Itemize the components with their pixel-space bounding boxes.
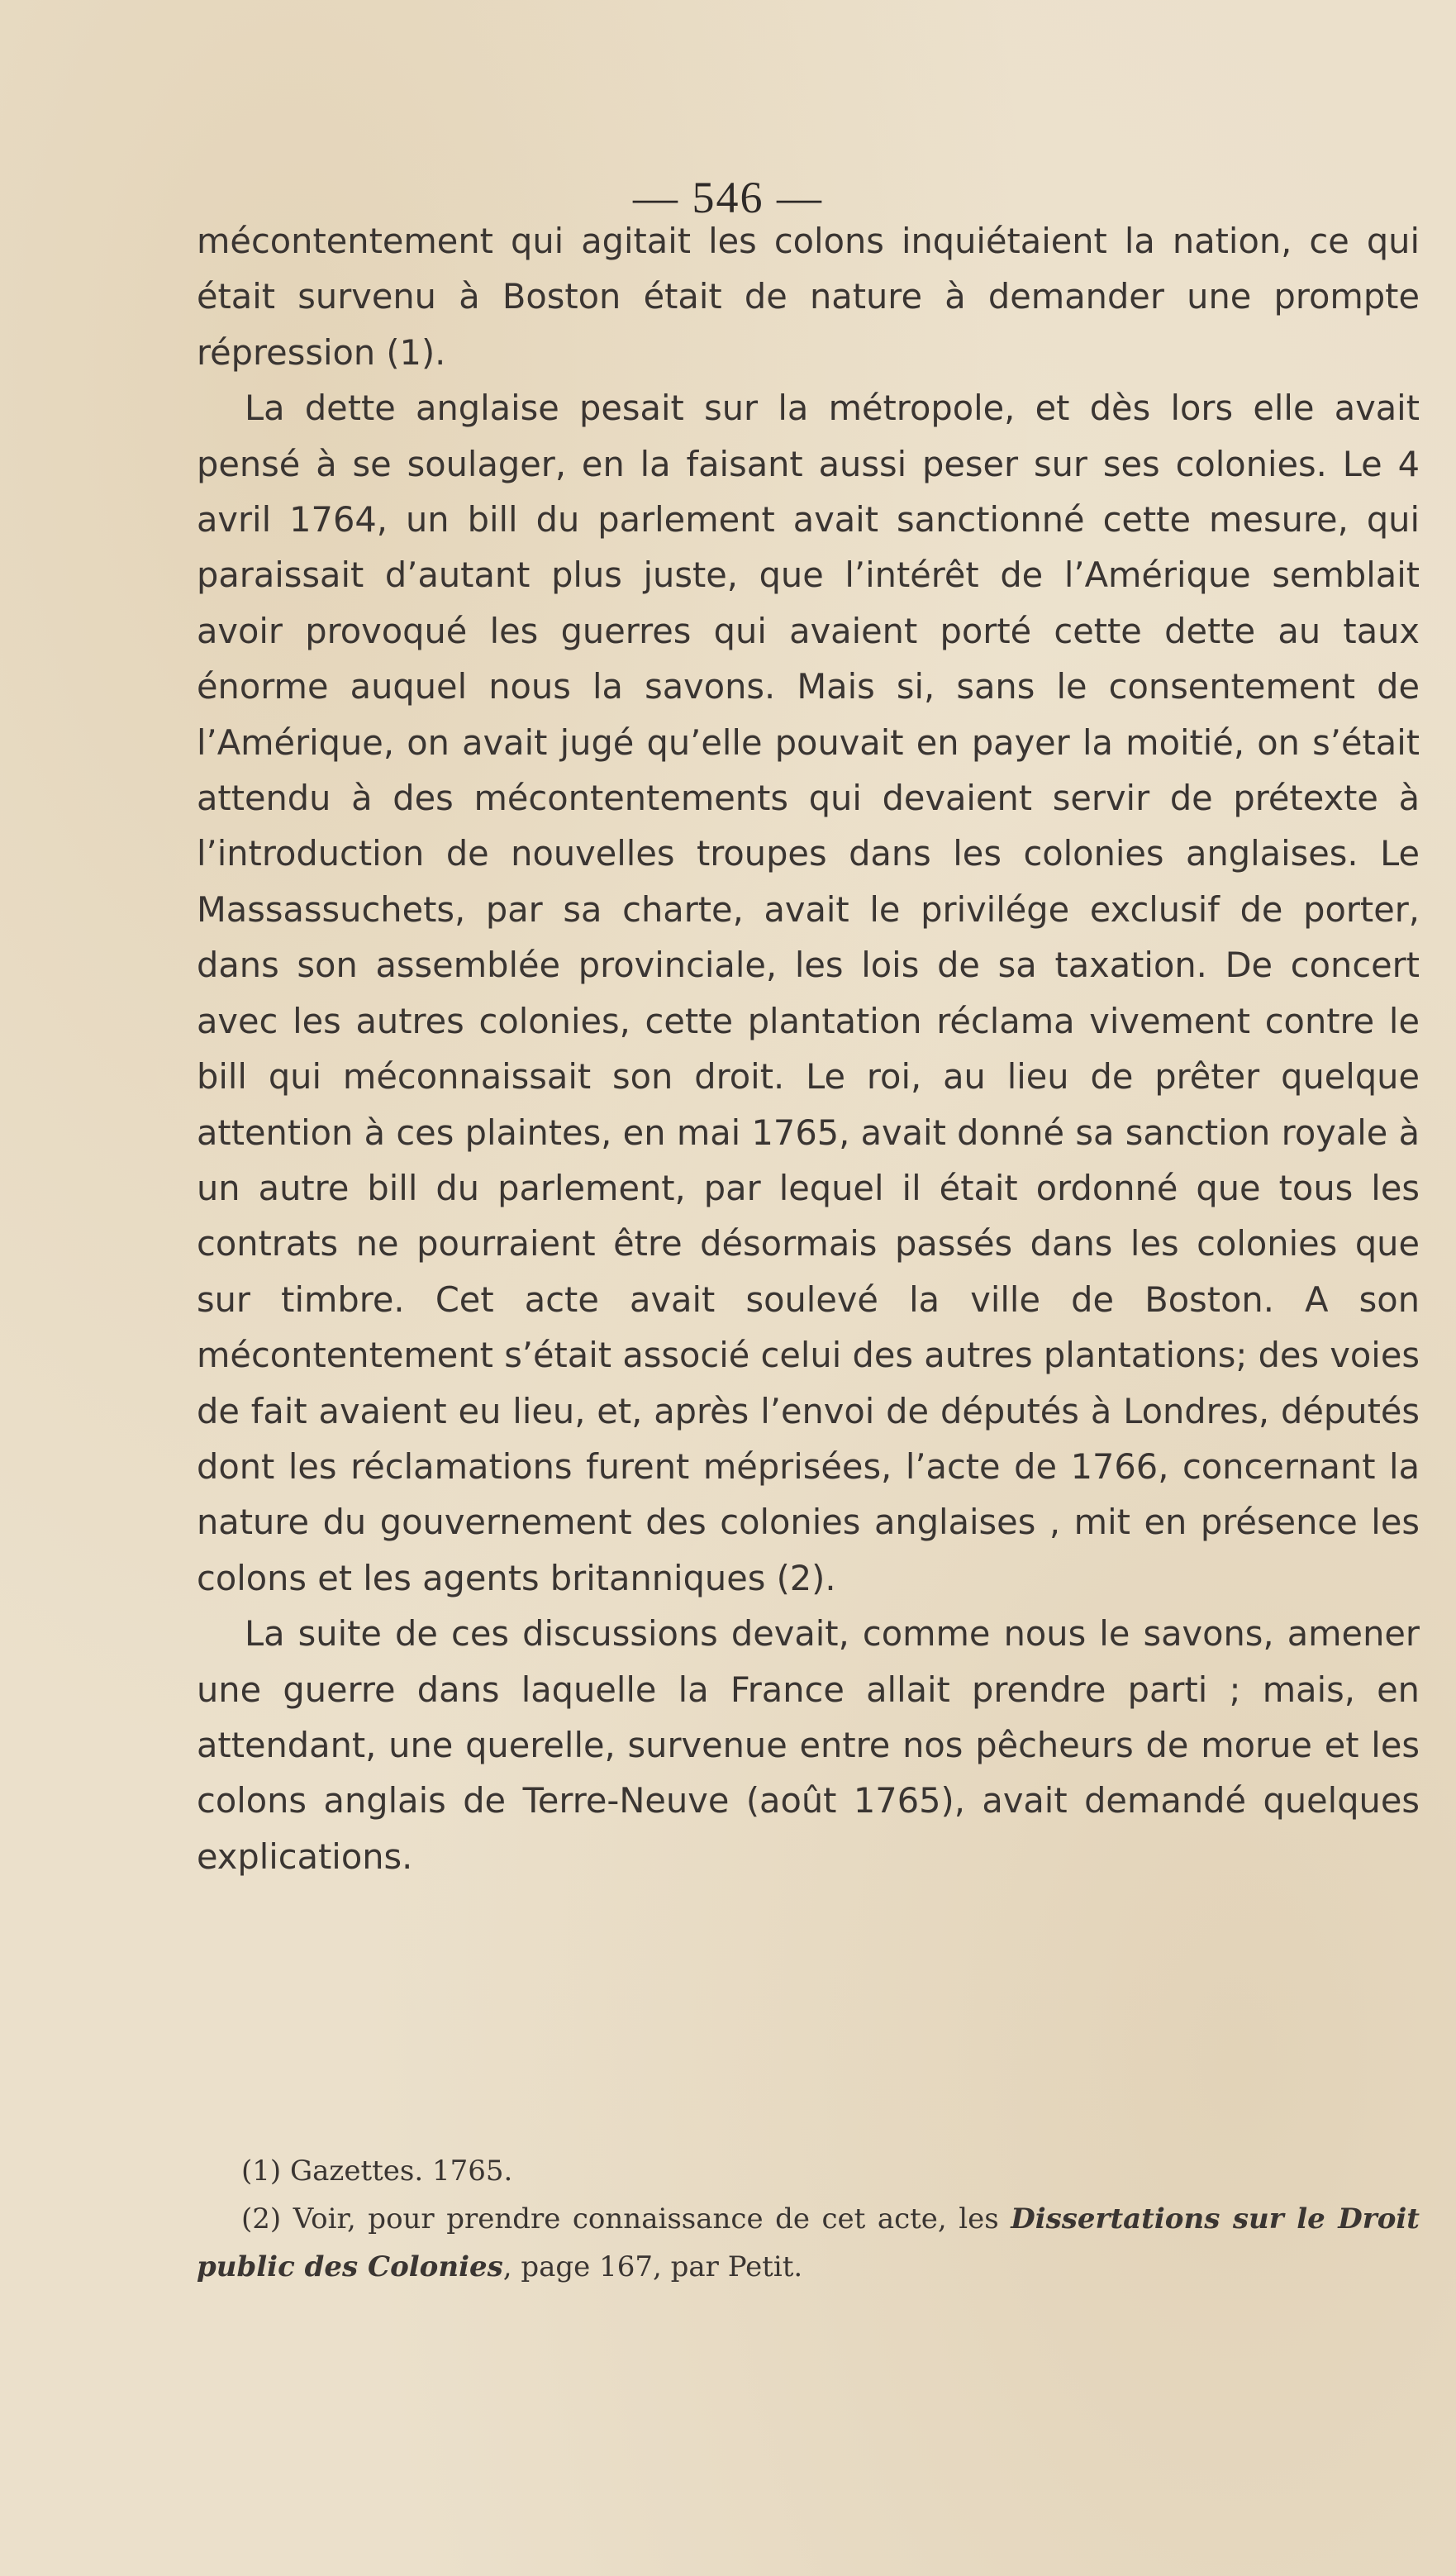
footnote-2-text-before: Voir, pour prendre connaissance de cet acte, les bbox=[293, 2202, 1011, 2236]
footnote-2-mark: (2) bbox=[241, 2202, 282, 2236]
paragraph-2: La dette anglaise pesait sur la métropole, et dès lors elle avait pensé à se soulager, en la faisant aussi peser sur ses colonies. Le 4 avril 1764, un bill du parlement avait sanctionné cette mesure, qui paraissait d’autant plus juste, que l’intérêt de l’Amérique semblait avoir provoqué les guerres qui avaient porté cette dette au taux énorme auquel nous la savons. Mais si, sans le consentement de l’Amérique, on avait jugé qu’elle pouvait en payer la moitié, on s’était attendu à des mécontentements qui devaient servir de prétexte à l’introduction de nouvelles troupes dans les colonies anglaises. Le Massassuchets, par sa charte, avait le privilége exclusif de porter, dans son assemblée provinciale, les lois de sa taxation. De concert avec les autres colonies, cette plantation réclama vivement contre le bill qui méconnaissait son droit. Le roi, au lieu de prêter quelque attention à ces plaintes, en mai 1765, avait donné sa sanction royale à un autre bill du parlement, par lequel il était ordonné que tous les contrats ne pourraient être désormais passés dans les colonies que sur timbre. Cet acte avait soulevé la ville de Boston. A son mécontentement s’était associé celui des autres plantations; des voies de fait avaient eu lieu, et, après l’envoi de députés à Londres, députés dont les réclamations furent méprisées, l’acte de 1766, concernant la nature du gouvernement des colonies anglaises , mit en présence les colons et les agents britanniques (2). bbox=[197, 388, 1420, 1598]
footnote-1 bbox=[197, 2147, 1420, 2195]
footnote-2 bbox=[197, 2195, 1420, 2291]
main-text bbox=[197, 213, 1420, 1884]
footnote-2-cited-title: Dissertations sur le Droit public des Colonies bbox=[197, 2202, 1420, 2283]
page-number: — 546 — bbox=[633, 173, 823, 222]
paragraph-1: mécontentement qui agitait les colons inquiétaient la nation, ce qui était survenu à Boston était de nature à demander une prompte répression (1). bbox=[197, 221, 1420, 373]
paragraph-3: La suite de ces discussions devait, comme nous le savons, amener une guerre dans laquelle la France allait prendre parti ; mais, en attendant, une querelle, survenue entre nos pêcheurs de morue et les colons anglais de Terre-Neuve (août 1765), avait demandé quelques explications. bbox=[197, 1613, 1420, 1877]
footnote-1-text: Gazettes. 1765. bbox=[289, 2155, 513, 2188]
footnotes bbox=[197, 2147, 1420, 2291]
footnote-2-text-after: , page 167, par Petit. bbox=[502, 2250, 803, 2283]
footnote-1-mark: (1) bbox=[241, 2155, 282, 2188]
